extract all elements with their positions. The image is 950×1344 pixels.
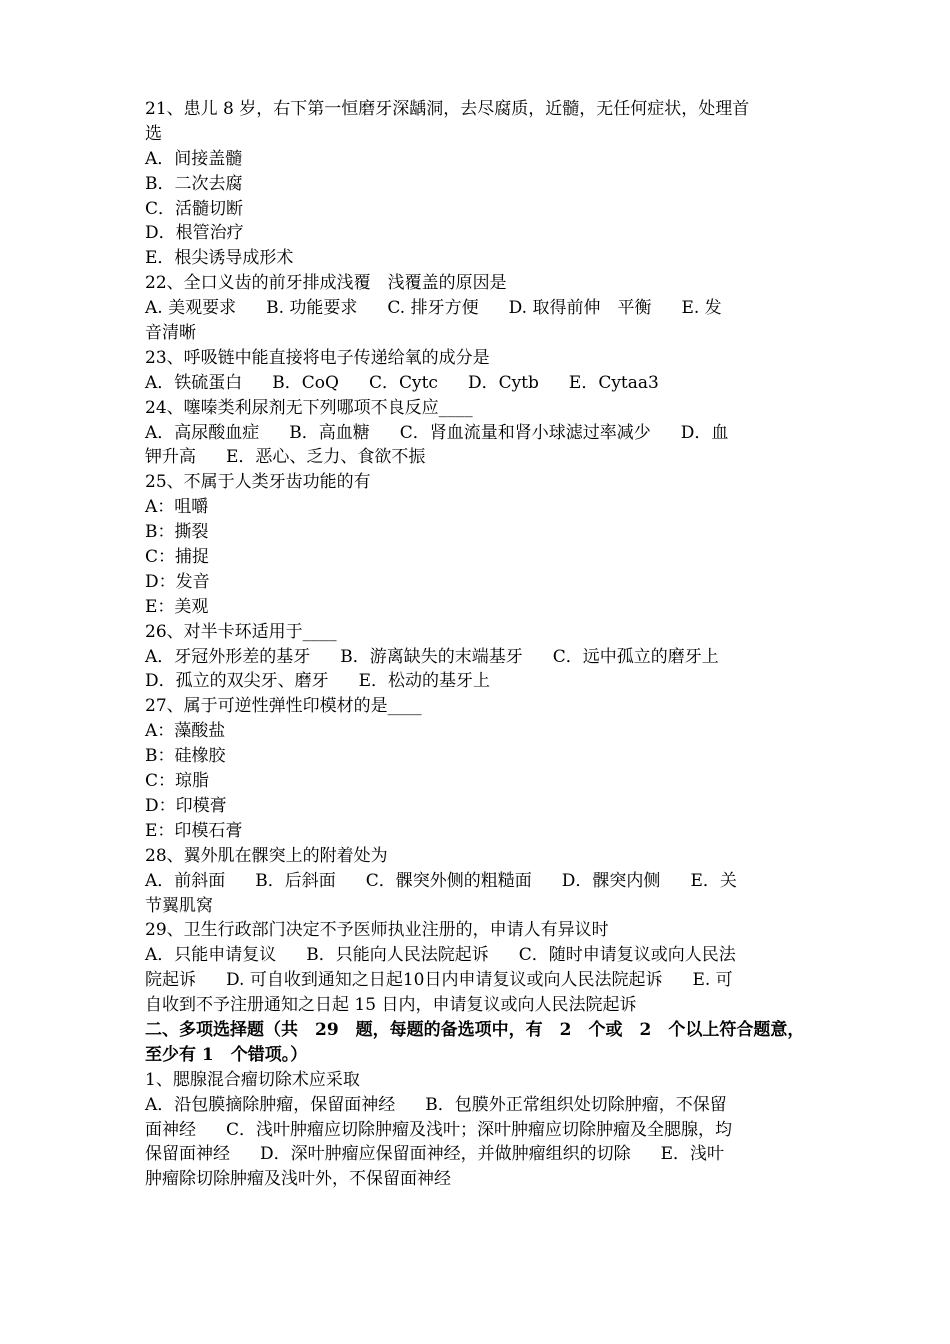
s2-q1-option-c: C．浅叶肿瘤应切除肿瘤及浅叶；深叶肿瘤应切除肿瘤及全腮腺，均 xyxy=(226,1119,733,1140)
q24-option-b: B．高血糖 xyxy=(289,422,370,443)
q25-option-a: A：咀嚼 xyxy=(145,497,209,518)
document-page xyxy=(145,97,813,1192)
s2-q1-options-cont2 xyxy=(145,1142,813,1167)
q29-option-c-cont: 院起诉 xyxy=(145,970,196,991)
q23-stem: 23、呼吸链中能直接将电子传递给氧的成分是 xyxy=(145,347,490,368)
q29-options-cont xyxy=(145,968,813,993)
q28-options-cont: 节翼肌窝 xyxy=(145,895,213,916)
q28-stem: 28、翼外肌在髁突上的附着处为 xyxy=(145,845,388,866)
q25-option-b: B：撕裂 xyxy=(145,522,209,543)
q29-options xyxy=(145,943,813,968)
s2-q1-option-e: E．浅叶 xyxy=(660,1144,725,1165)
q28-option-a: A．前斜面 xyxy=(145,870,226,891)
q28-option-b: B．后斜面 xyxy=(255,870,336,891)
s2-q1-option-b-cont: 面神经 xyxy=(145,1119,196,1140)
q21-option-b: B．二次去腐 xyxy=(145,173,243,194)
s2-q1-options xyxy=(145,1093,813,1118)
q22-option-e: E. 发 xyxy=(681,298,722,319)
q22-stem: 22、全口义齿的前牙排成浅覆 浅覆盖的原因是 xyxy=(145,273,507,294)
q25-option-c: C：捕捉 xyxy=(145,547,210,568)
s2-q1-option-d: D．深叶肿瘤应保留面神经，并做肿瘤组织的切除 xyxy=(260,1144,631,1165)
q28-option-e: E．关 xyxy=(690,870,737,891)
q26-option-b: B．游离缺失的末端基牙 xyxy=(340,646,523,667)
q27-option-a: A：藻酸盐 xyxy=(145,721,226,742)
q24-option-d-cont: 钾升高 xyxy=(145,447,196,468)
q29-stem: 29、卫生行政部门决定不予医师执业注册的，申请人有异议时 xyxy=(145,920,609,941)
q22-options xyxy=(145,296,813,321)
section2-title-cont: 至少有 1 个错项。） xyxy=(145,1044,308,1065)
q22-option-c: C. 排牙方便 xyxy=(387,298,479,319)
q24-option-d: D．血 xyxy=(680,422,729,443)
q21-stem: 21、患儿 8 岁，右下第一恒磨牙深龋洞，去尽腐质，近髓，无任何症状，处理首 xyxy=(145,99,750,119)
q23-options xyxy=(145,371,813,396)
q28-option-d: D．髁突内侧 xyxy=(561,870,661,891)
q24-option-e: E．恶心、乏力、食欲不振 xyxy=(226,447,426,468)
q27-option-b: B：硅橡胶 xyxy=(145,746,226,767)
q22-option-a: A. 美观要求 xyxy=(145,298,237,319)
s2-q1-stem: 1、腮腺混合瘤切除术应采取 xyxy=(145,1069,360,1090)
q23-option-b: B．CoQ xyxy=(272,372,339,393)
q21-option-e: E．根尖诱导成形术 xyxy=(145,248,294,269)
q23-option-c: C．Cytc xyxy=(368,372,438,393)
q21-option-d: D．根管治疗 xyxy=(145,223,244,244)
q29-option-d: D. 可自收到通知之日起10日内申请复议或向人民法院起诉 xyxy=(226,970,663,991)
q25-option-e: E：美观 xyxy=(145,596,209,617)
q27-stem: 27、属于可逆性弹性印模材的是____ xyxy=(145,696,422,717)
q24-options-cont xyxy=(145,445,813,470)
q25-option-d: D：发音 xyxy=(145,571,210,592)
q23-option-e: E．Cytaa3 xyxy=(568,372,659,393)
q22-option-b: B. 功能要求 xyxy=(266,298,358,319)
q24-options xyxy=(145,421,813,446)
q26-option-d: D．孤立的双尖牙、磨牙 xyxy=(145,671,329,692)
q24-option-c: C．肾血流量和肾小球滤过率减少 xyxy=(399,422,651,443)
s2-q1-options-cont xyxy=(145,1118,813,1143)
q22-option-d: D. 取得前伸 平衡 xyxy=(508,298,652,319)
q26-options-cont xyxy=(145,669,813,694)
q26-stem: 26、对半卡环适用于____ xyxy=(145,621,337,642)
q21-stem-cont: 选 xyxy=(145,123,162,144)
q21-option-c: C．活髓切断 xyxy=(145,198,244,219)
q25-stem: 25、不属于人类牙齿功能的有 xyxy=(145,472,371,493)
q28-options xyxy=(145,869,813,894)
q26-options xyxy=(145,645,813,670)
q26-option-a: A．牙冠外形差的基牙 xyxy=(145,646,311,667)
q23-option-a: A．铁硫蛋白 xyxy=(145,372,243,393)
q28-option-c: C．髁突外侧的粗糙面 xyxy=(365,870,532,891)
q27-option-d: D：印模膏 xyxy=(145,795,227,816)
q22-options-cont: 音清晰 xyxy=(145,323,196,344)
q29-options-cont2: 自收到不予注册通知之日起 15 日内，申请复议或向人民法院起诉 xyxy=(145,995,637,1016)
s2-q1-option-c-cont: 保留面神经 xyxy=(145,1144,230,1165)
q24-option-a: A．高尿酸血症 xyxy=(145,422,260,443)
q27-option-e: E：印模石膏 xyxy=(145,820,243,841)
q29-option-b: B．只能向人民法院起诉 xyxy=(306,945,489,966)
q29-option-c: C．随时申请复议或向人民法 xyxy=(518,945,736,966)
q26-option-e: E．松动的基牙上 xyxy=(358,671,491,692)
q24-stem: 24、噻嗪类利尿剂无下列哪项不良反应____ xyxy=(145,397,473,418)
q21-option-a: A．间接盖髓 xyxy=(145,148,243,169)
q26-option-c: C．远中孤立的磨牙上 xyxy=(552,646,719,667)
q27-option-c: C：琼脂 xyxy=(145,771,210,792)
q23-option-d: D．Cytb xyxy=(467,372,539,393)
s2-q1-option-b: B．包膜外正常组织处切除肿瘤，不保留 xyxy=(425,1094,727,1115)
q29-option-a: A．只能申请复议 xyxy=(145,945,277,966)
section2-title: 二、多项选择题（共 29 题，每题的备选项中，有 2 个或 2 个以上符合题意， xyxy=(145,1019,805,1040)
q29-option-e: E. 可 xyxy=(692,970,733,991)
s2-q1-option-a: A．沿包膜摘除肿瘤，保留面神经 xyxy=(145,1094,396,1115)
s2-q1-options-cont3: 肿瘤除切除肿瘤及浅叶外，不保留面神经 xyxy=(145,1169,451,1190)
